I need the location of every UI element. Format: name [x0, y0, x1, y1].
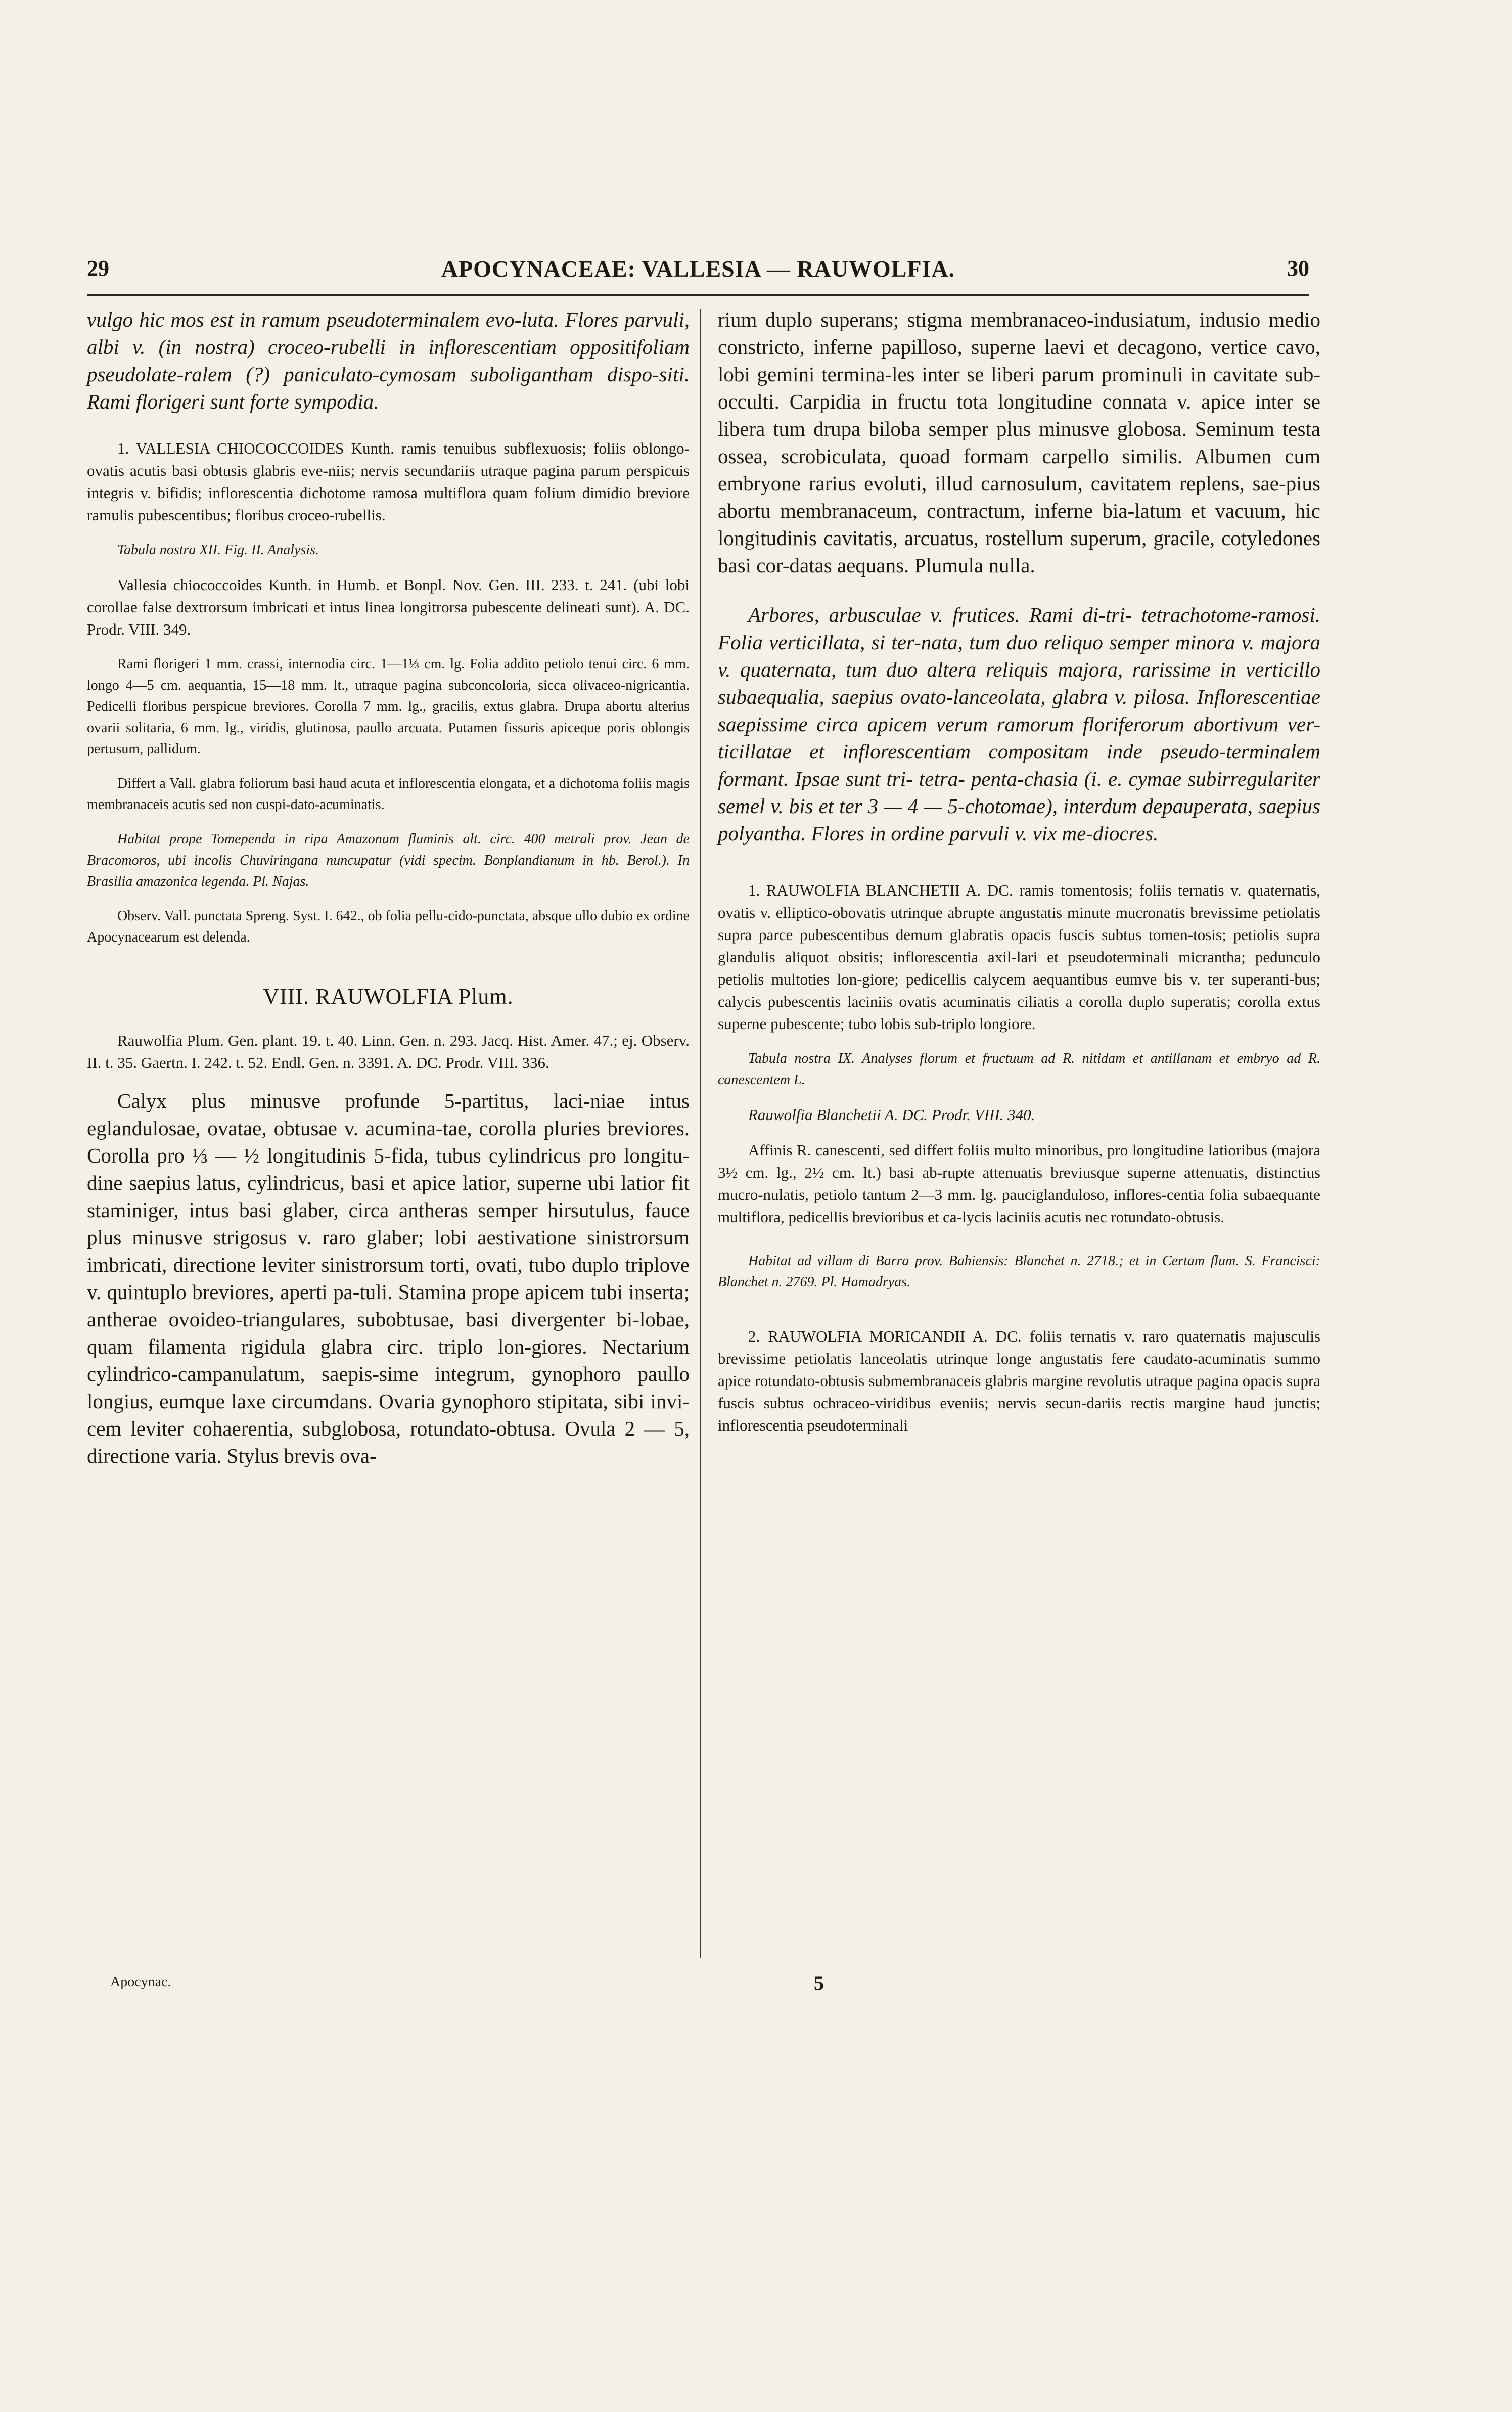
vallesia-differt: Differt a Vall. glabra foliorum basi haud acuta et inflorescentia elongata, et a dichotoma foliis magis membranaceis acutis sed non cuspi-dato-acuminatis.	[87, 776, 690, 813]
genus-description-continued: rium duplo superans; stigma membranaceo-indusiatum, indusio medio constricto, inferne papilloso, superne laevi et decagono, vertice cavo, lobi gemini termina-les inter se liberi parum prominuli in cavitate sub-occulti. Carpidia in fructu tota longitudine connata v. apice inter se libera tum drupa biloba semper plus minusve globosa. Seminum testa ossea, scrobiculata, quoad formam carpello similis. Albumen cum embryone rarius evoluti, illud carnosulum, cavitatem replens, sae-pius abortu membranaceum, contractum, inferne bia-latum et vacuum, hic longitudinis cavitatis, arcuatus, rostellum superum, gracile, cotyledones basi cor-datas aequans. Plumula nulla.	[718, 308, 1320, 577]
rauwolfia-habitat: Habitat ad villam di Barra prov. Bahiensis: Blanchet n. 2718.; et in Certam flum. S. Francisci: Blanchet n. 2769. Pl. Hamadryas.	[718, 1253, 1320, 1290]
vallesia-synonym: Vallesia chiococcoides Kunth. in Humb. et Bonpl. Nov. Gen. III. 233. t. 241. (ubi lobi corollae false dextrorsum imbricati et intus linea longitrorsa pubescente delineati sunt). A. DC. Prodr. VIII. 349.	[87, 576, 690, 638]
rauwolfia-tabula: Tabula nostra IX. Analyses florum et fructuum ad R. nitidam et antillanam et embryo ad R. canescentem L.	[718, 1051, 1320, 1088]
sheet-number: 5	[814, 1972, 824, 1994]
rauwolfia-genus-description: Calyx plus minusve profunde 5-partitus, laci-niae intus eglandulosae, ovatae, obtusae v. acumina-tae, corolla pluries breviores. Corolla pro ⅓ — ½ longitudinis 5-fida, tubus cylindricus pro longitu-dine saepius latus, cylindricus, basi et apice latior, superne ubi latior fit staminiger, intus basi glaber, circa antheras semper hirsutulus, fauce plus minusve strigosus v. raro glaber; lobi aestivatione sinistrorsum imbricati, directione leviter sinistrorsum torti, ovati, tubo duplo triplove v. quintuplo breviores, aperti pa-tuli. Stamina prope apicem tubi inserta; antherae ovoideo-triangulares, subobtusae, basi divergenter bi-lobae, quam filamenta rigidula glabra circ. triplo lon-giores. Nectarium cylindrico-campanulatum, saepis-sime integrum, gynophoro paullo longius, eumque laxe circumdans. Ovaria gynophoro stipitata, sibi invi-cem leviter cohaerentia, subglobosa, rotundato-obtusa. Ovula 2 — 5, directione varia. Stylus brevis ova-	[87, 1089, 690, 1467]
signature-mark: Apocynac.	[110, 1974, 171, 1990]
vallesia-species-1: 1. VALLESIA CHIOCOCCOIDES Kunth. ramis tenuibus subflexuosis; foliis oblongo-ovatis acutis basi obtusis glabris eve-niis; nervis secundariis utraque pagina parum perspicuis integris v. bifidis; inflorescentia dichotome ramosa multiflora quam folium dimidio breviore ramulis pubescentibus; floribus croceo-rubellis.	[87, 439, 690, 524]
rauwolfia-species-2: 2. RAUWOLFIA MORICANDII A. DC. foliis ternatis v. raro quaternatis majusculis brevissime petiolatis lanceolatis utrinque longe angustatis fere caudato-acuminatis summo apice rotundato-obtusis submembranaceis glabris margine revolutis utraque pagina opacis supra fuscis subtus ochraceo-viridibus eveniis; nervis secun-dariis rectis margine haud junctis; inflorescentia pseudoterminali	[718, 1327, 1320, 1434]
left-page-number: 29	[87, 256, 109, 281]
rauwolfia-affinis: Affinis R. canescenti, sed differt foliis multo minoribus, pro longitudine latioribus (majora 3½ cm. lg., 2½ cm. lt.) basi ab-rupte attenuatis breviusque superne attenuatis, distinctius mucro-nulatis, petiolo tantum 2—3 mm. lg. pauciglanduloso, inflores-centia folia subaequante multiflora, pedicellis brevioribus et ca-lycis laciniis acutis nec rotundato-obtusis.	[718, 1141, 1320, 1226]
section-title-rauwolfia: VIII. RAUWOLFIA Plum.	[263, 984, 514, 1009]
header-rule	[87, 294, 1309, 296]
running-title: APOCYNACEAE: VALLESIA — RAUWOLFIA.	[441, 256, 955, 282]
vallesia-tabula: Tabula nostra XII. Fig. II. Analysis.	[117, 542, 319, 558]
left-column	[87, 306, 690, 1469]
vallesia-description: Rami florigeri 1 mm. crassi, internodia circ. 1—1⅓ cm. lg. Folia addito petiolo tenui circ. 6 mm. longo 4—5 cm. aequantia, 15—18 mm. lt., utraque pagina subconcoloria, sicca olivaceo-nigricantia. Pedicelli floribus perspicue breviores. Corolla 7 mm. lg., gracilis, extus glabra. Drupa abortu alterius ovarii solitaria, 6 mm. lg., viridis, glutinosa, paullo arcuata. Putamen fissuris apiceque poris oblongis pertusum, pallidum.	[87, 656, 690, 757]
rauwolfia-genus-references: Rauwolfia Plum. Gen. plant. 19. t. 40. Linn. Gen. n. 293. Jacq. Hist. Amer. 47.; ej. Observ. II. t. 35. Gaertn. I. 242. t. 52. Endl. Gen. n. 3391. A. DC. Prodr. VIII. 336.	[87, 1032, 690, 1071]
column-divider	[700, 309, 701, 1958]
vallesia-observation: Observ. Vall. punctata Spreng. Syst. I. 642., ob folia pellu-cido-punctata, absque ullo dubio ex ordine Apocynacearum est delenda.	[87, 908, 690, 945]
right-column	[718, 306, 1320, 1437]
rauwolfia-species-1: 1. RAUWOLFIA BLANCHETII A. DC. ramis tomentosis; foliis ternatis v. quaternatis, ovatis v. elliptico-obovatis utrinque abrupte angustatis minute mucronatis brevissime petiolatis supra parce pubescentibus demum glabratis opacis fuscis subtus tomen-tosis; petiolis supra glandulis aliquot obsitis; inflorescentia axil-lari et pseudoterminali micrantha; pedunculo petiolis multoties lon-giore; pedicellis calycem aequantibus eumve bis v. ter superanti-bus; calycis pubescentis laciniis ovatis acuminatis ciliatis a corolla duplo superatis; corolla extus superne pubescente; tubo lobis sub-triplo longiore.	[718, 881, 1320, 1033]
rauwolfia-synonym: Rauwolfia Blanchetii A. DC. Prodr. VIII. 340.	[748, 1106, 1035, 1124]
right-page-number: 30	[1287, 256, 1309, 281]
page-header	[87, 255, 1309, 291]
genus-habit: Arbores, arbusculae v. frutices. Rami di-tri- tetrachotome-ramosi. Folia verticillata, si ter-nata, tum duo reliquo semper minora v. majora v. quaternata, tum duo altera reliquis majora, rarissime in verticillo subaequalia, saepius ovato-lanceolata, glabra v. pilosa. Inflorescentiae saepissime circa apicem verum ramorum floriferorum abortivum ver-ticillatae et inflorescentiam compositam inde pseudo-terminalem formant. Ipsae sunt tri- tetra- penta-chasia (i. e. cymae subirregulariter semel v. bis et ter 3 — 4 — 5-chotomae), interdum depauperata, saepius polyantha. Flores in ordine parvuli v. vix me-diocres.	[718, 603, 1320, 845]
vallesia-intro: vulgo hic mos est in ramum pseudoterminalem evo-luta. Flores parvuli, albi v. (in nostra) croceo-rubelli in inflorescentiam oppositifoliam pseudolate-ralem (?) paniculato-cymosam suboligantham dispo-siti. Rami florigeri sunt forte sympodia.	[87, 308, 690, 413]
vallesia-habitat: Habitat prope Tomependa in ripa Amazonum fluminis alt. circ. 400 metrali prov. Jean de Bracomoros, ubi incolis Chuviringana nuncupatur (vidi specim. Bonplandianum in hb. Berol.). In Brasilia amazonica legenda. Pl. Najas.	[87, 831, 690, 889]
